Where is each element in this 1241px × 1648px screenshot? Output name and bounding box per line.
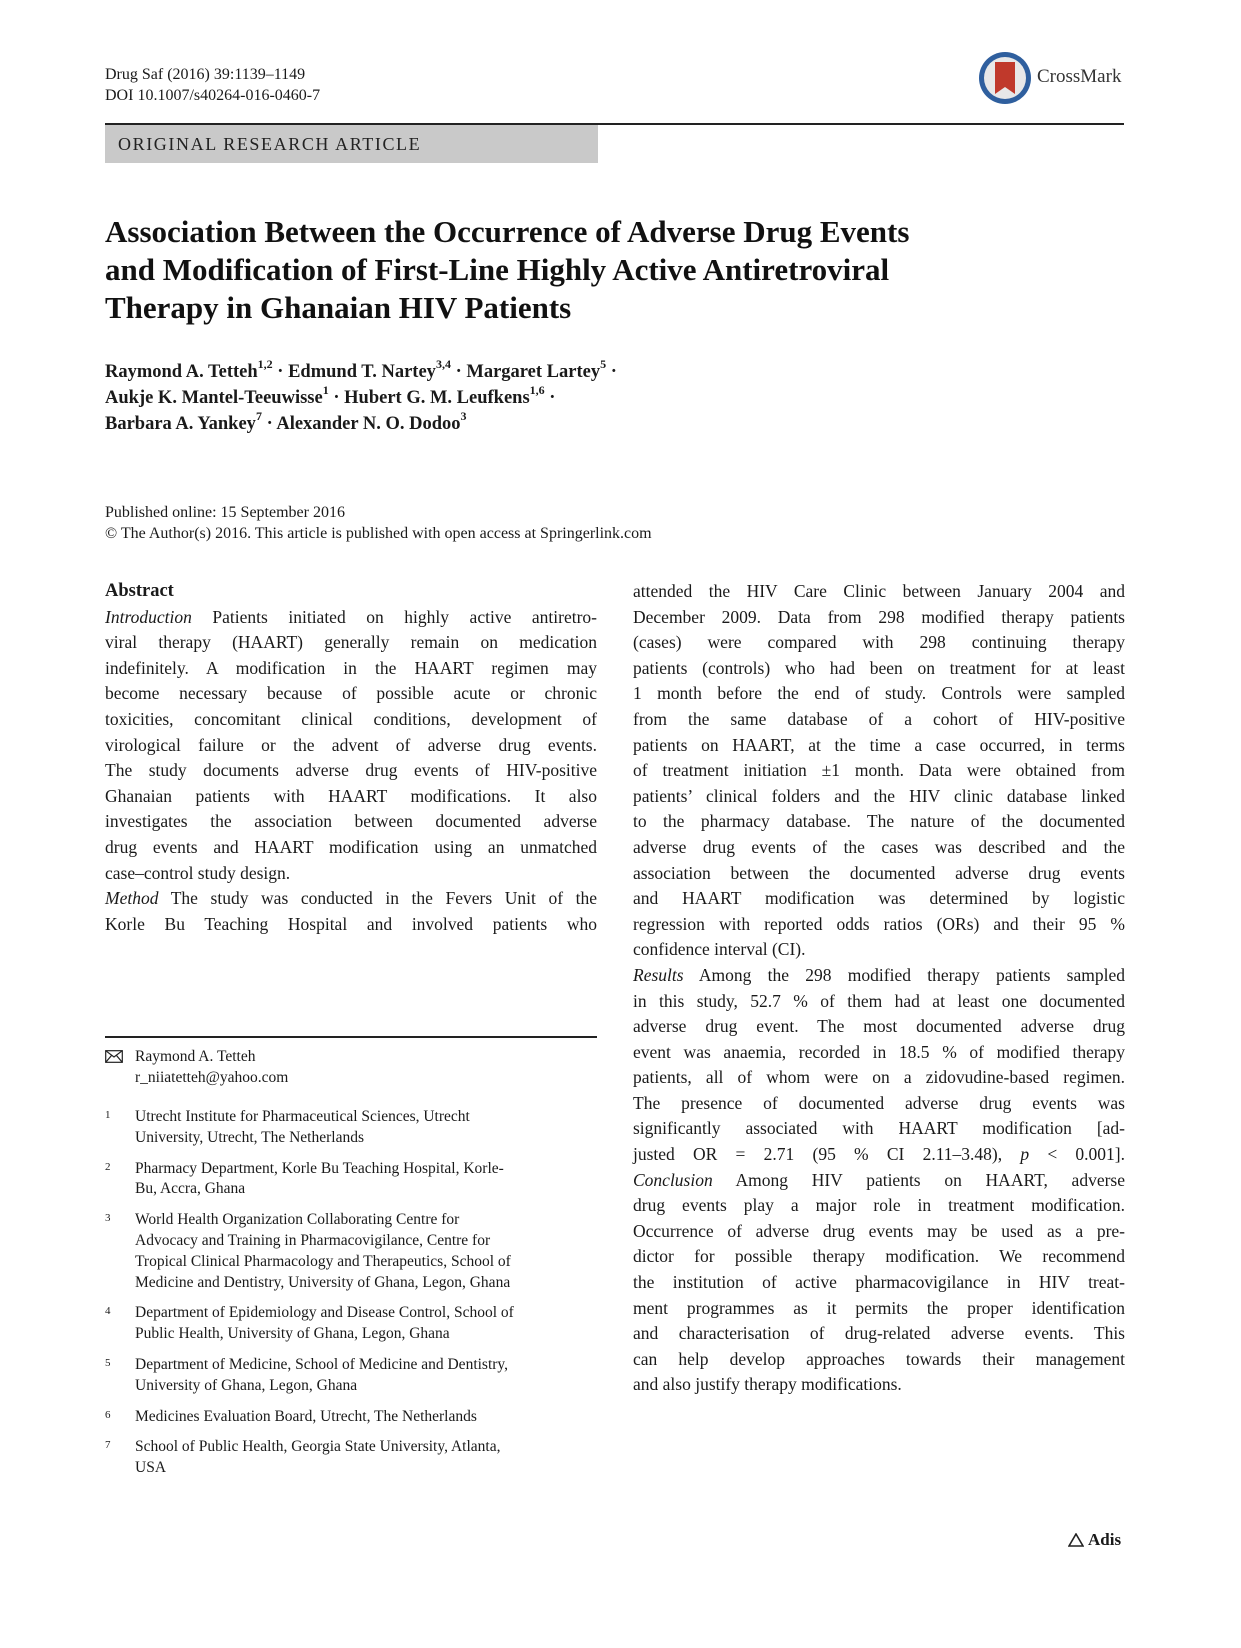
abstract-line-text: The study was conducted in the Fevers Unit of the [158,888,597,909]
abstract-line [633,989,1125,1015]
abstract-line-text: patients’ clinical folders and the HIV clinic database linked [633,785,1125,806]
abstract-line [105,733,597,759]
abstract-section-label: Method [105,888,159,909]
abstract-line-text: Ghanaian patients with HAART modifications. It also [105,785,597,806]
affiliation-line: School of Public Health, Georgia State University, Atlanta, [135,1438,501,1456]
affiliation-item [105,1355,597,1397]
envelope-icon [105,1050,123,1063]
abstract-line [633,1040,1125,1066]
abstract-line-text: dictor for possible therapy modification. We recommend [633,1246,1125,1267]
abstract-line [105,707,597,733]
abstract-line-text: event was anaemia, recorded in 18.5 % of modified therapy [633,1041,1125,1062]
affiliation-line: University, Utrecht, The Netherlands [135,1128,364,1146]
author-name[interactable]: Edmund T. Nartey [288,362,436,382]
affiliation-line: Utrecht Institute for Pharmaceutical Sciences, Utrecht [135,1108,470,1125]
abstract-line-text: The study documents adverse drug events of HIV-positive [105,760,597,781]
abstract-line [633,1065,1125,1091]
abstract-line [633,1321,1125,1347]
abstract-line-text: toxicities, concomitant clinical conditions, development of [105,708,597,729]
abstract-line-text: Korle Bu Teaching Hospital and involved patients who [105,913,597,934]
abstract-line-text: become necessary because of possible acute or chronic [105,683,597,704]
affiliation-line: Medicine and Dentistry, University of Ghana, Legon, Ghana [135,1273,511,1291]
author-affiliation: 3 [460,408,467,423]
author-name[interactable]: Barbara A. Yankey [105,414,256,434]
abstract-line-text: indefinitely. A modification in the HAART regimen may [105,657,597,678]
abstract-heading: Abstract [105,581,174,601]
author-separator: · [328,388,345,408]
affiliation-number: 6 [105,1408,111,1421]
abstract-line-text: virological failure or the advent of adverse drug events. [105,734,597,755]
author-separator: · [272,362,289,382]
affiliation-line: Bu, Accra, Ghana [135,1180,246,1198]
publisher-logo [1068,1530,1121,1550]
affiliation-line: Advocacy and Training in Pharmacovigilance, Centre for [135,1231,491,1249]
journal-info [105,64,320,106]
article-title [105,213,1005,327]
affiliation-item [105,1437,597,1479]
affiliation-line: USA [135,1459,167,1477]
author-affiliation: 7 [255,408,262,423]
abstract-line [633,861,1125,887]
abstract-line-text: confidence interval (CI). [633,939,806,960]
abstract-line [633,1168,1125,1194]
abstract-line-text: 1 month before the end of study. Controls were sampled [633,683,1125,704]
corresponding-name: Raymond A. Tetteh [135,1048,256,1065]
journal-citation: Drug Saf (2016) 39:1139–1149 [105,66,306,83]
author-separator: · [606,362,617,382]
abstract-line-text: in this study, 52.7 % of them had at least one documented [633,990,1125,1011]
affiliation-number: 1 [105,1109,111,1121]
author-name[interactable]: Hubert G. M. Leufkens [344,388,530,408]
abstract-line [633,1116,1125,1142]
abstract-line-text: Occurrence of adverse drug events may be used as a pre- [633,1220,1125,1241]
abstract-line-text: case–control study design. [105,862,291,883]
affiliation-line: University of Ghana, Legon, Ghana [135,1376,358,1394]
affiliation-text [135,1437,597,1479]
abstract-line [633,963,1125,989]
abstract-line-text: drug events play a major role in treatment modification. [633,1195,1125,1216]
abstract-right-column [633,579,1125,1398]
author-name[interactable]: Aukje K. Mantel-Teeuwisse [105,388,323,408]
affiliation-text [135,1107,597,1149]
affiliation-line: Public Health, University of Ghana, Legon, Ghana [135,1325,450,1343]
abstract-line-text: and HAART modification was determined by logistic [633,888,1125,909]
abstract-line-text: significantly associated with HAART modification [ad- [633,1118,1125,1139]
affiliation-item [105,1407,597,1428]
abstract-line-text: Among the 298 modified therapy patients sampled [683,964,1125,985]
author-line [105,382,617,411]
abstract-line [633,707,1125,733]
publication-info [105,502,652,544]
affiliation-number: 4 [105,1305,111,1318]
published-date: Published online: 15 September 2016 [105,504,345,521]
abstract-line [633,1219,1125,1245]
abstract-line [633,835,1125,861]
footnote-rule [105,1036,597,1038]
affiliation-item [105,1107,597,1149]
abstract-section-label: Results [633,964,684,985]
abstract-line [633,937,1125,963]
affiliation-item [105,1210,597,1293]
abstract-line-text: and also justify therapy modifications. [633,1374,902,1395]
abstract-line [105,835,597,861]
abstract-line-text: The presence of documented adverse drug events was [633,1092,1125,1113]
abstract-line [633,1296,1125,1322]
abstract-right-text [633,579,1125,1398]
abstract-line [633,886,1125,912]
abstract-line [105,656,597,682]
corresponding-email[interactable]: r_niiatetteh@yahoo.com [135,1069,289,1086]
abstract-line-text: ment programmes as it permits the proper identification [633,1297,1125,1318]
abstract-left-column [105,579,597,937]
author-name[interactable]: Alexander N. O. Dodoo [276,414,461,434]
abstract-line [633,1270,1125,1296]
abstract-line [633,1014,1125,1040]
abstract-line [105,809,597,835]
author-affiliation: 5 [600,356,607,371]
abstract-line-text: patients on HAART, at the time a case occurred, in terms [633,734,1125,755]
affiliation-number: 7 [105,1439,111,1452]
abstract-line-text: regression with reported odds ratios (ORs) and their 95 % [633,913,1125,934]
abstract-line-text: viral therapy (HAART) generally remain on medication [105,632,597,653]
abstract-line [633,656,1125,682]
affiliation-line: Department of Medicine, School of Medicine and Dentistry, [135,1355,509,1373]
abstract-line [633,630,1125,656]
author-separator: · [450,362,467,382]
author-separator: · [544,388,556,408]
article-type-banner: ORIGINAL RESEARCH ARTICLE [105,125,598,163]
copyright-notice: © The Author(s) 2016. This article is published with open access at Springerlink.com [105,525,652,542]
abstract-line [633,1372,1125,1398]
affiliation-text [135,1407,597,1428]
abstract-line-text: adverse drug event. The most documented adverse drug [633,1016,1125,1037]
abstract-line [633,1347,1125,1373]
affiliation-number: 3 [105,1212,111,1225]
abstract-line-text: can help develop approaches towards their management [633,1348,1125,1369]
author-affiliation: 3,4 [435,356,451,371]
abstract-line-text: Patients initiated on highly active antiretro- [191,606,597,627]
author-list [105,356,617,437]
abstract-line [633,1091,1125,1117]
author-affiliation: 1 [322,382,329,397]
abstract-line-text: of treatment initiation ±1 month. Data were obtained from [633,760,1125,781]
abstract-line [105,784,597,810]
corresponding-author [105,1046,597,1090]
affiliation-line: Tropical Clinical Pharmacology and Therapeutics, School of [135,1252,511,1270]
abstract-line [105,861,597,887]
title-line: and Modification of First-Line Highly Active Antiretroviral [105,252,890,287]
author-separator: · [261,414,277,434]
abstract-line [105,758,597,784]
author-name[interactable]: Margaret Lartey [466,362,601,382]
abstract-line [633,912,1125,938]
abstract-line-text: Among HIV patients on HAART, adverse [712,1169,1125,1190]
abstract-line [105,681,597,707]
doi[interactable]: DOI 10.1007/s40264-016-0460-7 [105,87,321,104]
abstract-line-text: from the same database of a cohort of HIV-positive [633,708,1125,729]
abstract-line-text: association between the documented adverse drug events [633,862,1125,883]
author-name[interactable]: Raymond A. Tetteh [105,362,258,382]
abstract-line-text: patients (controls) who had been on treatment for at least [633,657,1125,678]
affiliation-line: Medicines Evaluation Board, Utrecht, The Netherlands [135,1407,477,1425]
affiliation-text [135,1303,597,1345]
title-line: Association Between the Occurrence of Adverse Drug Events [105,214,910,249]
title-line: Therapy in Ghanaian HIV Patients [105,290,572,325]
author-affiliation: 1,2 [257,356,273,371]
abstract-line-text: attended the HIV Care Clinic between January 2004 and [633,581,1125,601]
abstract-line [633,809,1125,835]
affiliation-text [135,1159,597,1201]
abstract-left-text [105,605,597,938]
affiliation-number: 5 [105,1356,111,1369]
affiliation-item [105,1159,597,1201]
abstract-line [105,886,597,912]
abstract-line [633,605,1125,631]
affiliation-line: World Health Organization Collaborating Centre for [135,1211,460,1229]
abstract-line-text: drug events and HAART modification using an unmatched [105,836,597,857]
adis-triangle-icon [1068,1533,1084,1547]
abstract-line [633,1244,1125,1270]
crossmark-badge[interactable] [977,50,1127,106]
abstract-line-text: investigates the association between documented adverse [105,811,597,832]
affiliation-list [105,1107,597,1489]
affiliation-line: Department of Epidemiology and Disease Control, School of [135,1304,514,1322]
abstract-line [633,681,1125,707]
abstract-line-text: justed OR = 2.71 (95 % CI 2.11–3.48), p < 0.001]. [633,1144,1125,1165]
abstract-line [633,1193,1125,1219]
abstract-line [633,733,1125,759]
affiliation-text [135,1355,597,1397]
abstract-line-text: (cases) were compared with 298 continuing therapy [633,632,1125,653]
abstract-line-text: to the pharmacy database. The nature of the documented [633,811,1125,832]
abstract-line [633,758,1125,784]
abstract-line [633,1142,1125,1168]
abstract-line [105,630,597,656]
abstract-line-text: December 2009. Data from 298 modified therapy patients [633,606,1125,627]
affiliation-number: 2 [105,1160,111,1173]
abstract-line-text: and characterisation of drug-related adverse events. This [633,1323,1125,1344]
abstract-line-text: patients, all of whom were on a zidovudine-based regimen. [633,1067,1125,1088]
crossmark-label: CrossMark [1037,66,1122,87]
publisher-name: Adis [1088,1530,1122,1549]
abstract-section-label: Conclusion [633,1169,713,1190]
abstract-line [633,579,1125,605]
abstract-line-text: the institution of active pharmacovigilance in HIV treat- [633,1272,1125,1293]
abstract-line-text: adverse drug events of the cases was described and the [633,836,1125,857]
crossmark-icon [977,50,1033,106]
author-line [105,356,617,385]
abstract-section-label: Introduction [105,606,192,627]
author-line [105,408,617,437]
affiliation-line: Pharmacy Department, Korle Bu Teaching Hospital, Korle- [135,1159,504,1177]
abstract-line [633,784,1125,810]
abstract-line [105,912,597,938]
author-affiliation: 1,6 [529,382,545,397]
affiliation-item [105,1303,597,1345]
abstract-line [105,605,597,631]
affiliation-text [135,1210,597,1293]
